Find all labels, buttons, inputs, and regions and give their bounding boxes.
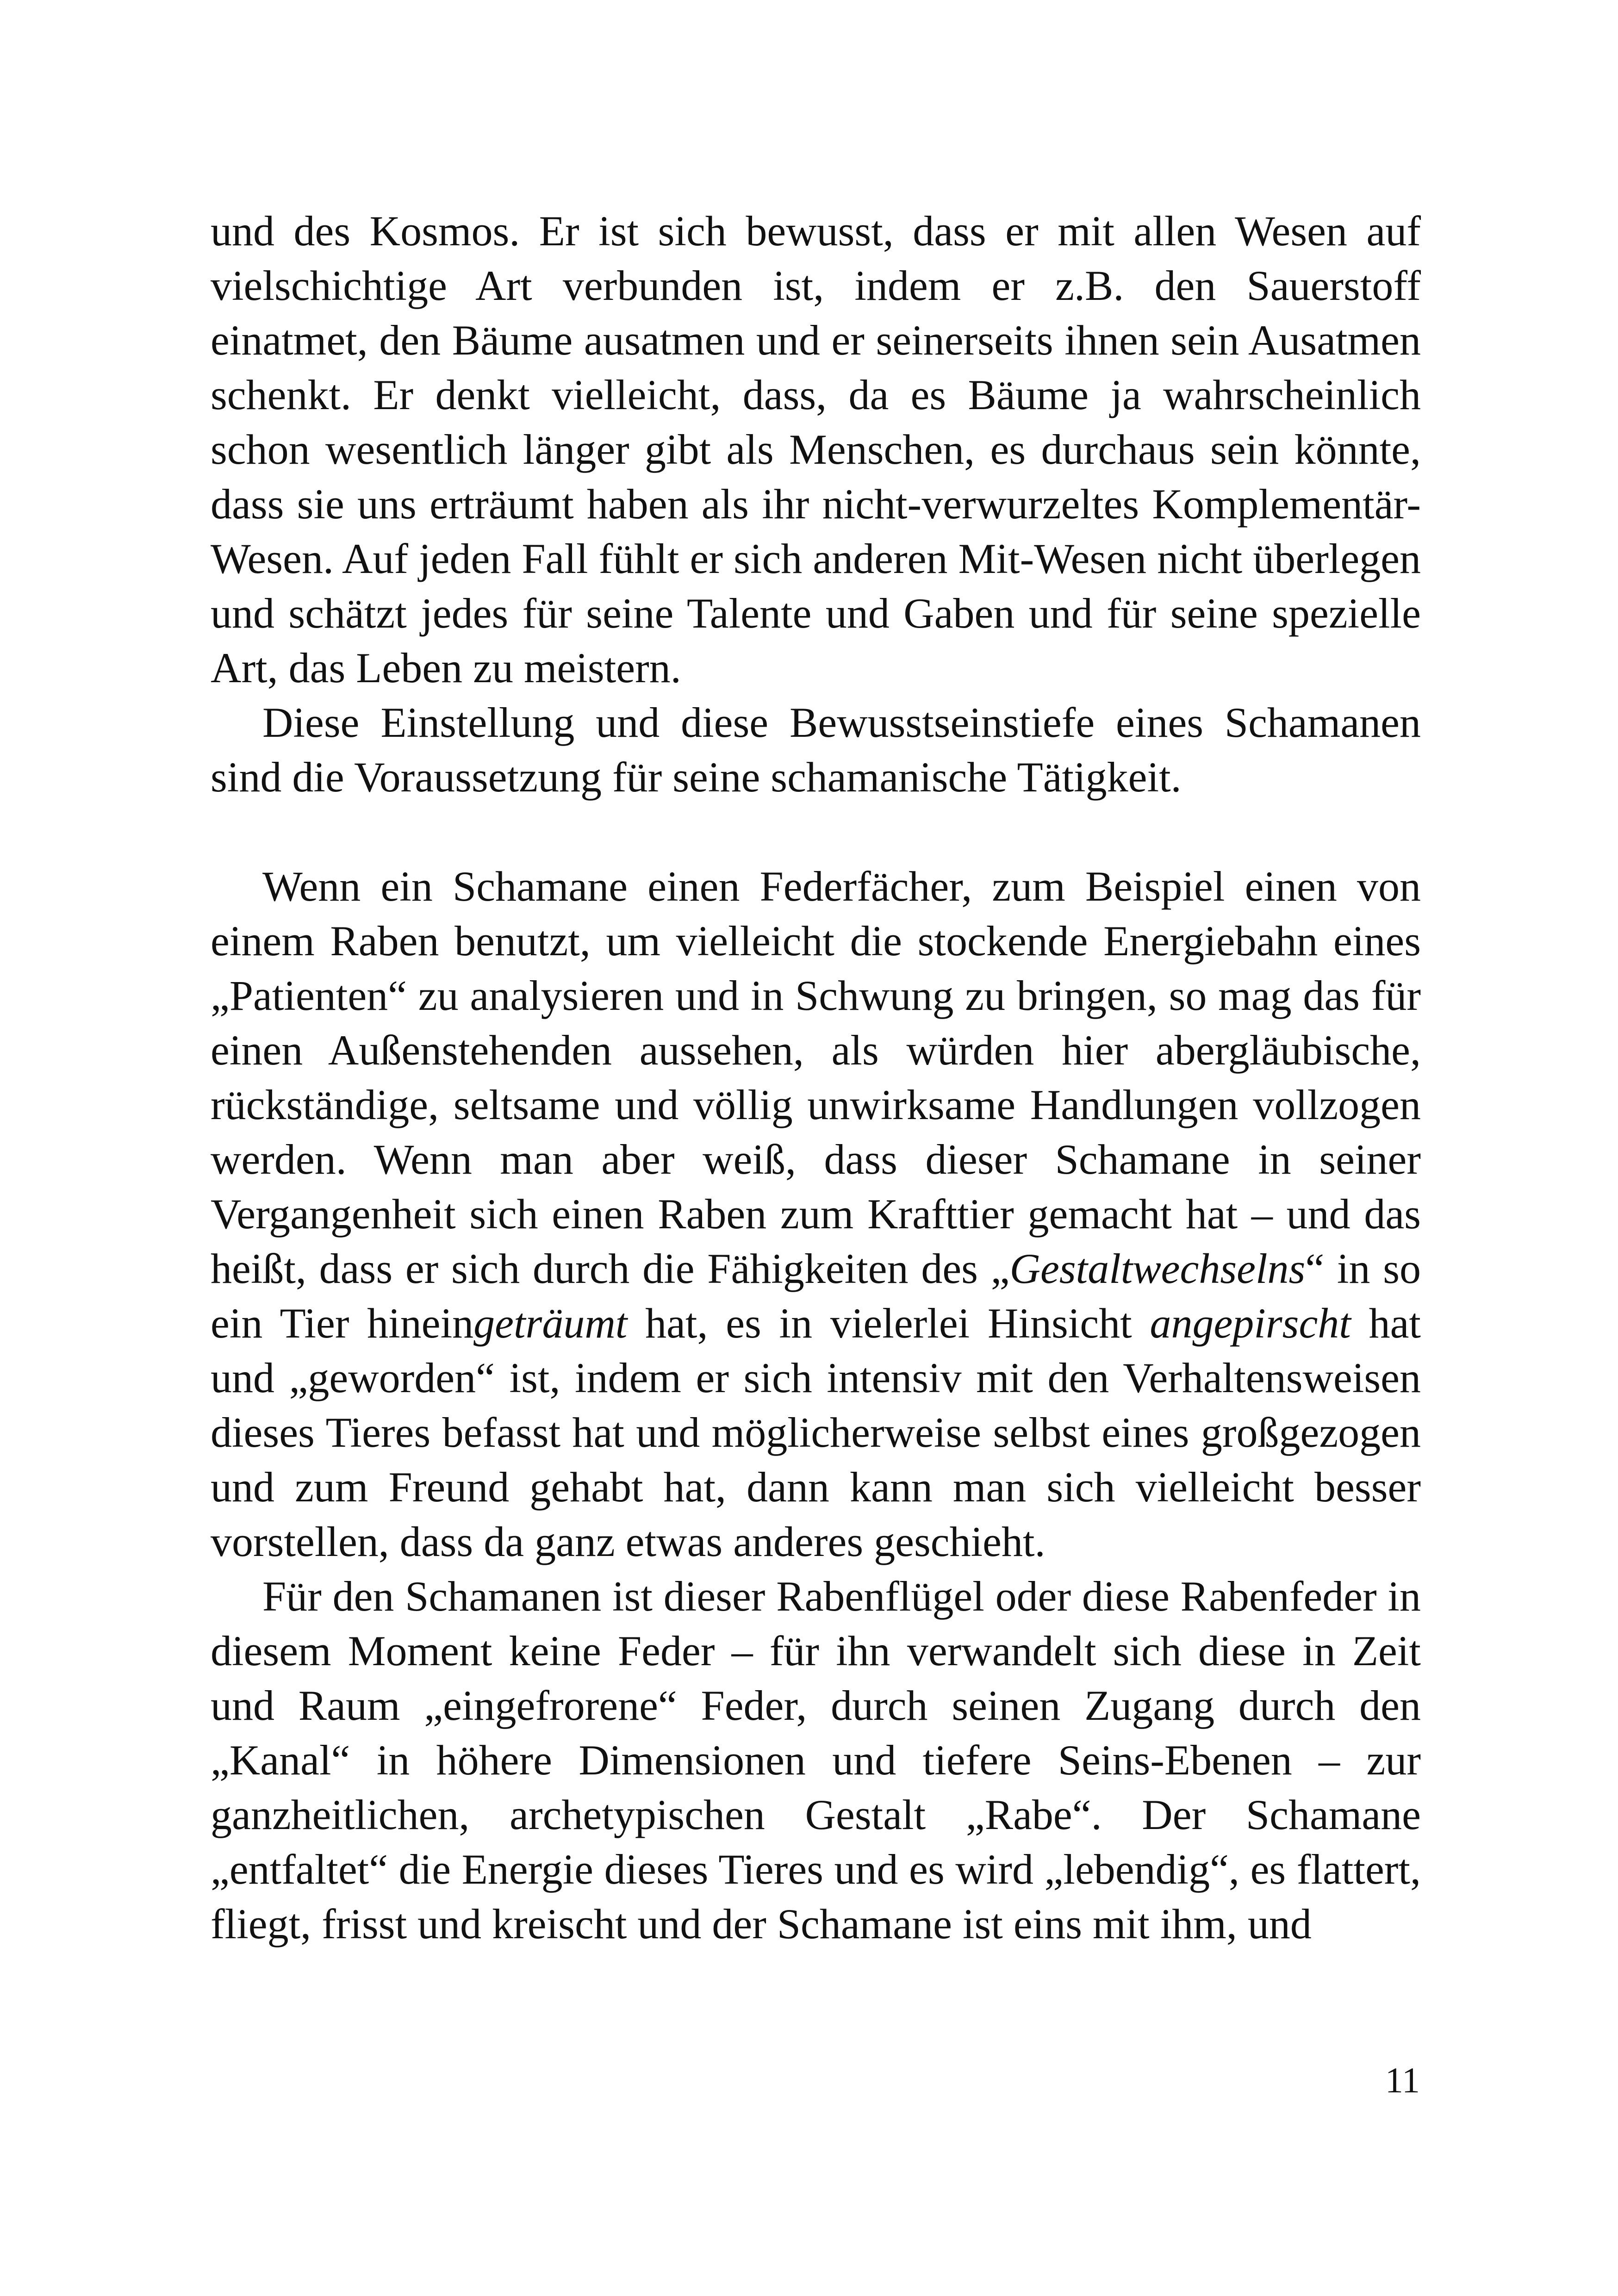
paragraph-2: Diese Einstellung und diese Bewusstseinstiefe eines Schamanen sind die Voraussetzung für seine schamanische Tätigkeit.	[211, 699, 1421, 801]
paragraph-3-seg-4: hat und „geworden“ ist, indem er sich intensiv mit den Verhaltensweisen dieses Tieres befasst hat und möglicherweise selbst eines großgezogen und zum Freund gehabt hat, dann kann man sich vielleicht besser vorstellen, dass da ganz etwas anderes geschieht.	[211, 1300, 1421, 1565]
page-number: 11	[1385, 2060, 1420, 2100]
paragraph-3-seg-1: Wenn ein Schamane einen Federfächer, zum Beispiel einen von einem Raben benutzt, um vielleicht die stockende Energiebahn eines „Patienten“ zu analysieren und in Schwung zu bringen, so mag das für einen Außenstehenden aussehen, als würden hier abergläubische, rückständige, seltsame und völlig unwirksame Handlungen vollzogen werden. Wenn man aber weiß, dass dieser Schamane in seiner Vergangenheit sich einen Raben zum Krafttier gemacht hat – und das heißt, dass er sich durch die Fähigkeiten des „	[211, 863, 1421, 1292]
paragraph-3-italic-getraeumt: geträumt	[473, 1300, 628, 1347]
body-text	[211, 204, 1421, 1951]
paragraph-3	[211, 859, 1421, 1569]
paragraph-3-italic-angepirscht: angepirscht	[1150, 1300, 1351, 1347]
paragraph-3-seg-3: hat, es in vielerlei Hinsicht	[627, 1300, 1150, 1347]
paragraph-1: und des Kosmos. Er ist sich bewusst, dass er mit allen Wesen auf vielschichtige Art verbunden ist, indem er z.B. den Sauerstoff einatmet, den Bäume ausatmen und er seinerseits ihnen sein Ausatmen schenkt. Er denkt vielleicht, dass, da es Bäume ja wahrscheinlich schon wesentlich länger gibt als Menschen, es durchaus sein könnte, dass sie uns erträumt haben als ihr nicht-verwurzeltes Komplementär-Wesen. Auf jeden Fall fühlt er sich anderen Mit-Wesen nicht überlegen und schätzt jedes für seine Talente und Gaben und für seine spezielle Art, das Leben zu meistern.	[211, 207, 1421, 691]
paragraph-3-seg-2: “ in so ein Tier hinein	[211, 1245, 1421, 1347]
paragraph-4: Für den Schamanen ist dieser Rabenflügel oder diese Rabenfeder in diesem Moment keine Feder – für ihn verwandelt sich diese in Zeit und Raum „eingefrorene“ Feder, durch seinen Zugang durch den „Kanal“ in höhere Dimensionen und tiefere Seins-Ebenen – zur ganzheitlichen, archetypischen Gestalt „Rabe“. Der Schamane „entfaltet“ die Energie dieses Tieres und es wird „lebendig“, es flattert, fliegt, frisst und kreischt und der Schamane ist eins mit ihm, und	[211, 1573, 1421, 1948]
paragraph-3-italic-gestaltwechselns: Gestaltwechselns	[1009, 1245, 1306, 1292]
